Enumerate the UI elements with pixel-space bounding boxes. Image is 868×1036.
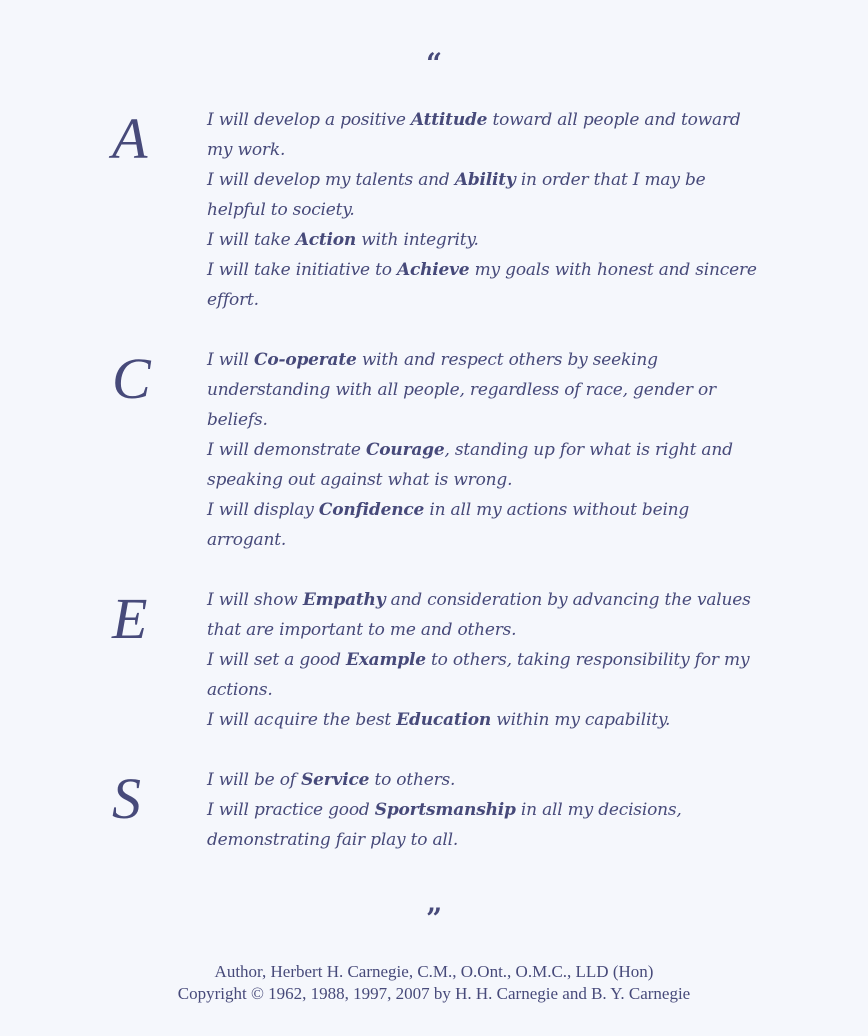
keyword: Achieve (396, 260, 470, 280)
pledge-line: I will take initiative to Achieve my goals with honest and sincere effort. (207, 260, 757, 310)
pledge-line: I will practice good Sportsmanship in all my decisions, demonstrating fair play to all. (207, 800, 682, 850)
pledge-list (207, 585, 767, 735)
footer (0, 961, 868, 1005)
section-letter: A (112, 106, 148, 171)
opening-quote-mark: “ (425, 47, 443, 80)
pledge-line: I will set a good Example to others, taking responsibility for my actions. (207, 650, 750, 700)
pledge-line: I will be of Service to others. (207, 770, 456, 790)
pledge-list (207, 345, 767, 555)
keyword: Service (301, 770, 370, 790)
keyword: Co-operate (254, 350, 357, 370)
pledge-list (207, 105, 767, 315)
pledge-line: I will Co-operate with and respect others by seeking understanding with all people, regardless of race, gender or beliefs. (207, 350, 716, 430)
keyword: Confidence (318, 500, 425, 520)
keyword: Attitude (410, 110, 488, 130)
pledge-line: I will demonstrate Courage, standing up for what is right and speaking out against what is wrong. (207, 440, 733, 490)
section-letter: C (112, 346, 151, 411)
keyword: Action (295, 230, 357, 250)
keyword: Sportsmanship (374, 800, 516, 820)
pledge-line: I will acquire the best Education within my capability. (207, 710, 671, 730)
pledge-line: I will take Action with integrity. (207, 230, 479, 250)
keyword: Empathy (302, 590, 386, 610)
keyword: Ability (454, 170, 516, 190)
keyword: Courage (365, 440, 445, 460)
pledge-list (207, 765, 767, 855)
section-letter: S (112, 766, 141, 831)
pledge-line: I will develop a positive Attitude toward all people and toward my work. (207, 110, 741, 160)
pledge-line: I will display Confidence in all my actions without being arrogant. (207, 500, 690, 550)
keyword: Education (396, 710, 492, 730)
copyright-notice: Copyright © 1962, 1988, 1997, 2007 by H. H. Carnegie and B. Y. Carnegie (177, 984, 691, 1003)
author-credit: Author, Herbert H. Carnegie, C.M., O.Ont., O.M.C., LLD (Hon) (214, 962, 654, 981)
section-letter: E (112, 586, 148, 651)
pledge-line: I will develop my talents and Ability in order that I may be helpful to society. (207, 170, 706, 220)
keyword: Example (345, 650, 426, 670)
closing-quote-mark: ” (425, 902, 443, 935)
pledge-line: I will show Empathy and consideration by advancing the values that are important to me and others. (207, 590, 751, 640)
